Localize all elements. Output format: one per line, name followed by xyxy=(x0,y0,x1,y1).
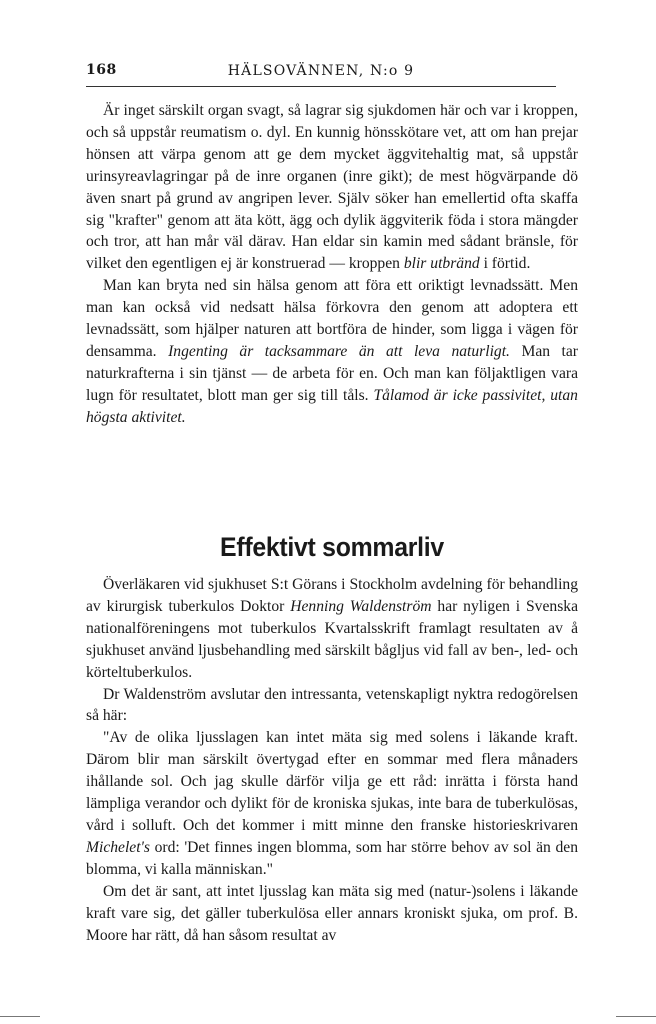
journal-title: HÄLSOVÄNNEN, N:o 9 xyxy=(227,63,415,79)
emphasis: blir utbränd xyxy=(403,255,480,273)
emphasis: Tålamod är icke passivitet, utan högsta aktivitet. xyxy=(86,386,578,426)
scan-edge-mark xyxy=(616,1016,656,1017)
emphasis: Michelet's xyxy=(86,838,150,856)
article-body xyxy=(86,574,578,946)
page-number: 168 xyxy=(86,62,117,78)
paragraph: Överläkaren vid sjukhuset S:t Görans i Stockholm avdelning för behandling av kirurgisk tuberkulos Doktor Henning Waldenström har nyligen i Svenska nationalföreningens mot tuberkulos Kvartalsskrift framlagt resultaten av å sjukhuset använd ljusbehandling med särskilt bågljus vid fall av ben-, led- och körteltuberkulos. xyxy=(86,576,578,681)
paragraph: Är inget särskilt organ svagt, så lagrar sig sjukdomen här och var i kroppen, och så uppstår reumatism o. dyl. En kunnig hönsskötare vet, att om han prejar hönsen att värpa genom att ge dem mycket äggvitehaltig mat, så uppstår urinsyreavlagringar på de inre organen (inre gikt); de mest högvärpande dö även snart på grund av angripen lever. Själv söker han emellertid ofta skaffa sig "krafter" genom att äta kött, ägg och dylik äggviterik föda i stora mängder och tror, att han mår väl därav. Han eldar sin kamin med sådant bränsle, för vilket den egentligen ej är konstruerad — kroppen blir utbränd i förtid. xyxy=(86,102,578,273)
quote-paragraph: "Av de olika ljusslagen kan intet mäta sig med solens i läkande kraft. Därom blir man särskilt övertygad efter en sommar med flera månaders ihållande sol. Och jag skulle därför vilja ge ett råd: inrätta i första hand lämpliga verandor och dylikt för de kroniska sjukas, inte bara de tuberkulösas, vård i solluft. Och det kommer i mitt minne den franske historieskrivaren Michelet's ord: 'Det finnes ingen blomma, som har större behov av sol än den blomma, vi kalla människan." xyxy=(86,729,578,878)
running-header xyxy=(86,60,556,87)
paragraph: Dr Waldenström avslutar den intressanta, vetenskapligt nyktra redogörelsen så här: xyxy=(86,685,578,725)
article-continuation xyxy=(86,100,578,429)
author-name: Henning Waldenström xyxy=(290,597,432,615)
scan-edge-mark xyxy=(0,1016,40,1017)
article-heading: Effektivt sommarliv xyxy=(220,532,444,562)
emphasis: Ingenting är tacksammare än att leva naturligt. xyxy=(168,342,510,360)
paragraph: Om det är sant, att intet ljusslag kan mäta sig med (natur-)solens i läkande kraft vare sig, det gäller tuberkulösa eller annars kroniskt sjuka, om prof. B. Moore har rätt, då han såsom resultat av xyxy=(86,882,578,944)
paragraph: Man kan bryta ned sin hälsa genom att föra ett oriktigt levnadssätt. Men man kan också vid nedsatt hälsa förkovra den genom att adoptera ett levnadssätt, som hjälper naturen att bortföra de hinder, som ligga i vägen för densamma. Ingenting är tacksammare än att leva naturligt. Man tar naturkrafterna i sin tjänst — de arbeta för en. Och man kan följaktligen vara lugn för resultatet, blott man ger sig till tåls. Tålamod är icke passivitet, utan högsta aktivitet. xyxy=(86,277,579,426)
